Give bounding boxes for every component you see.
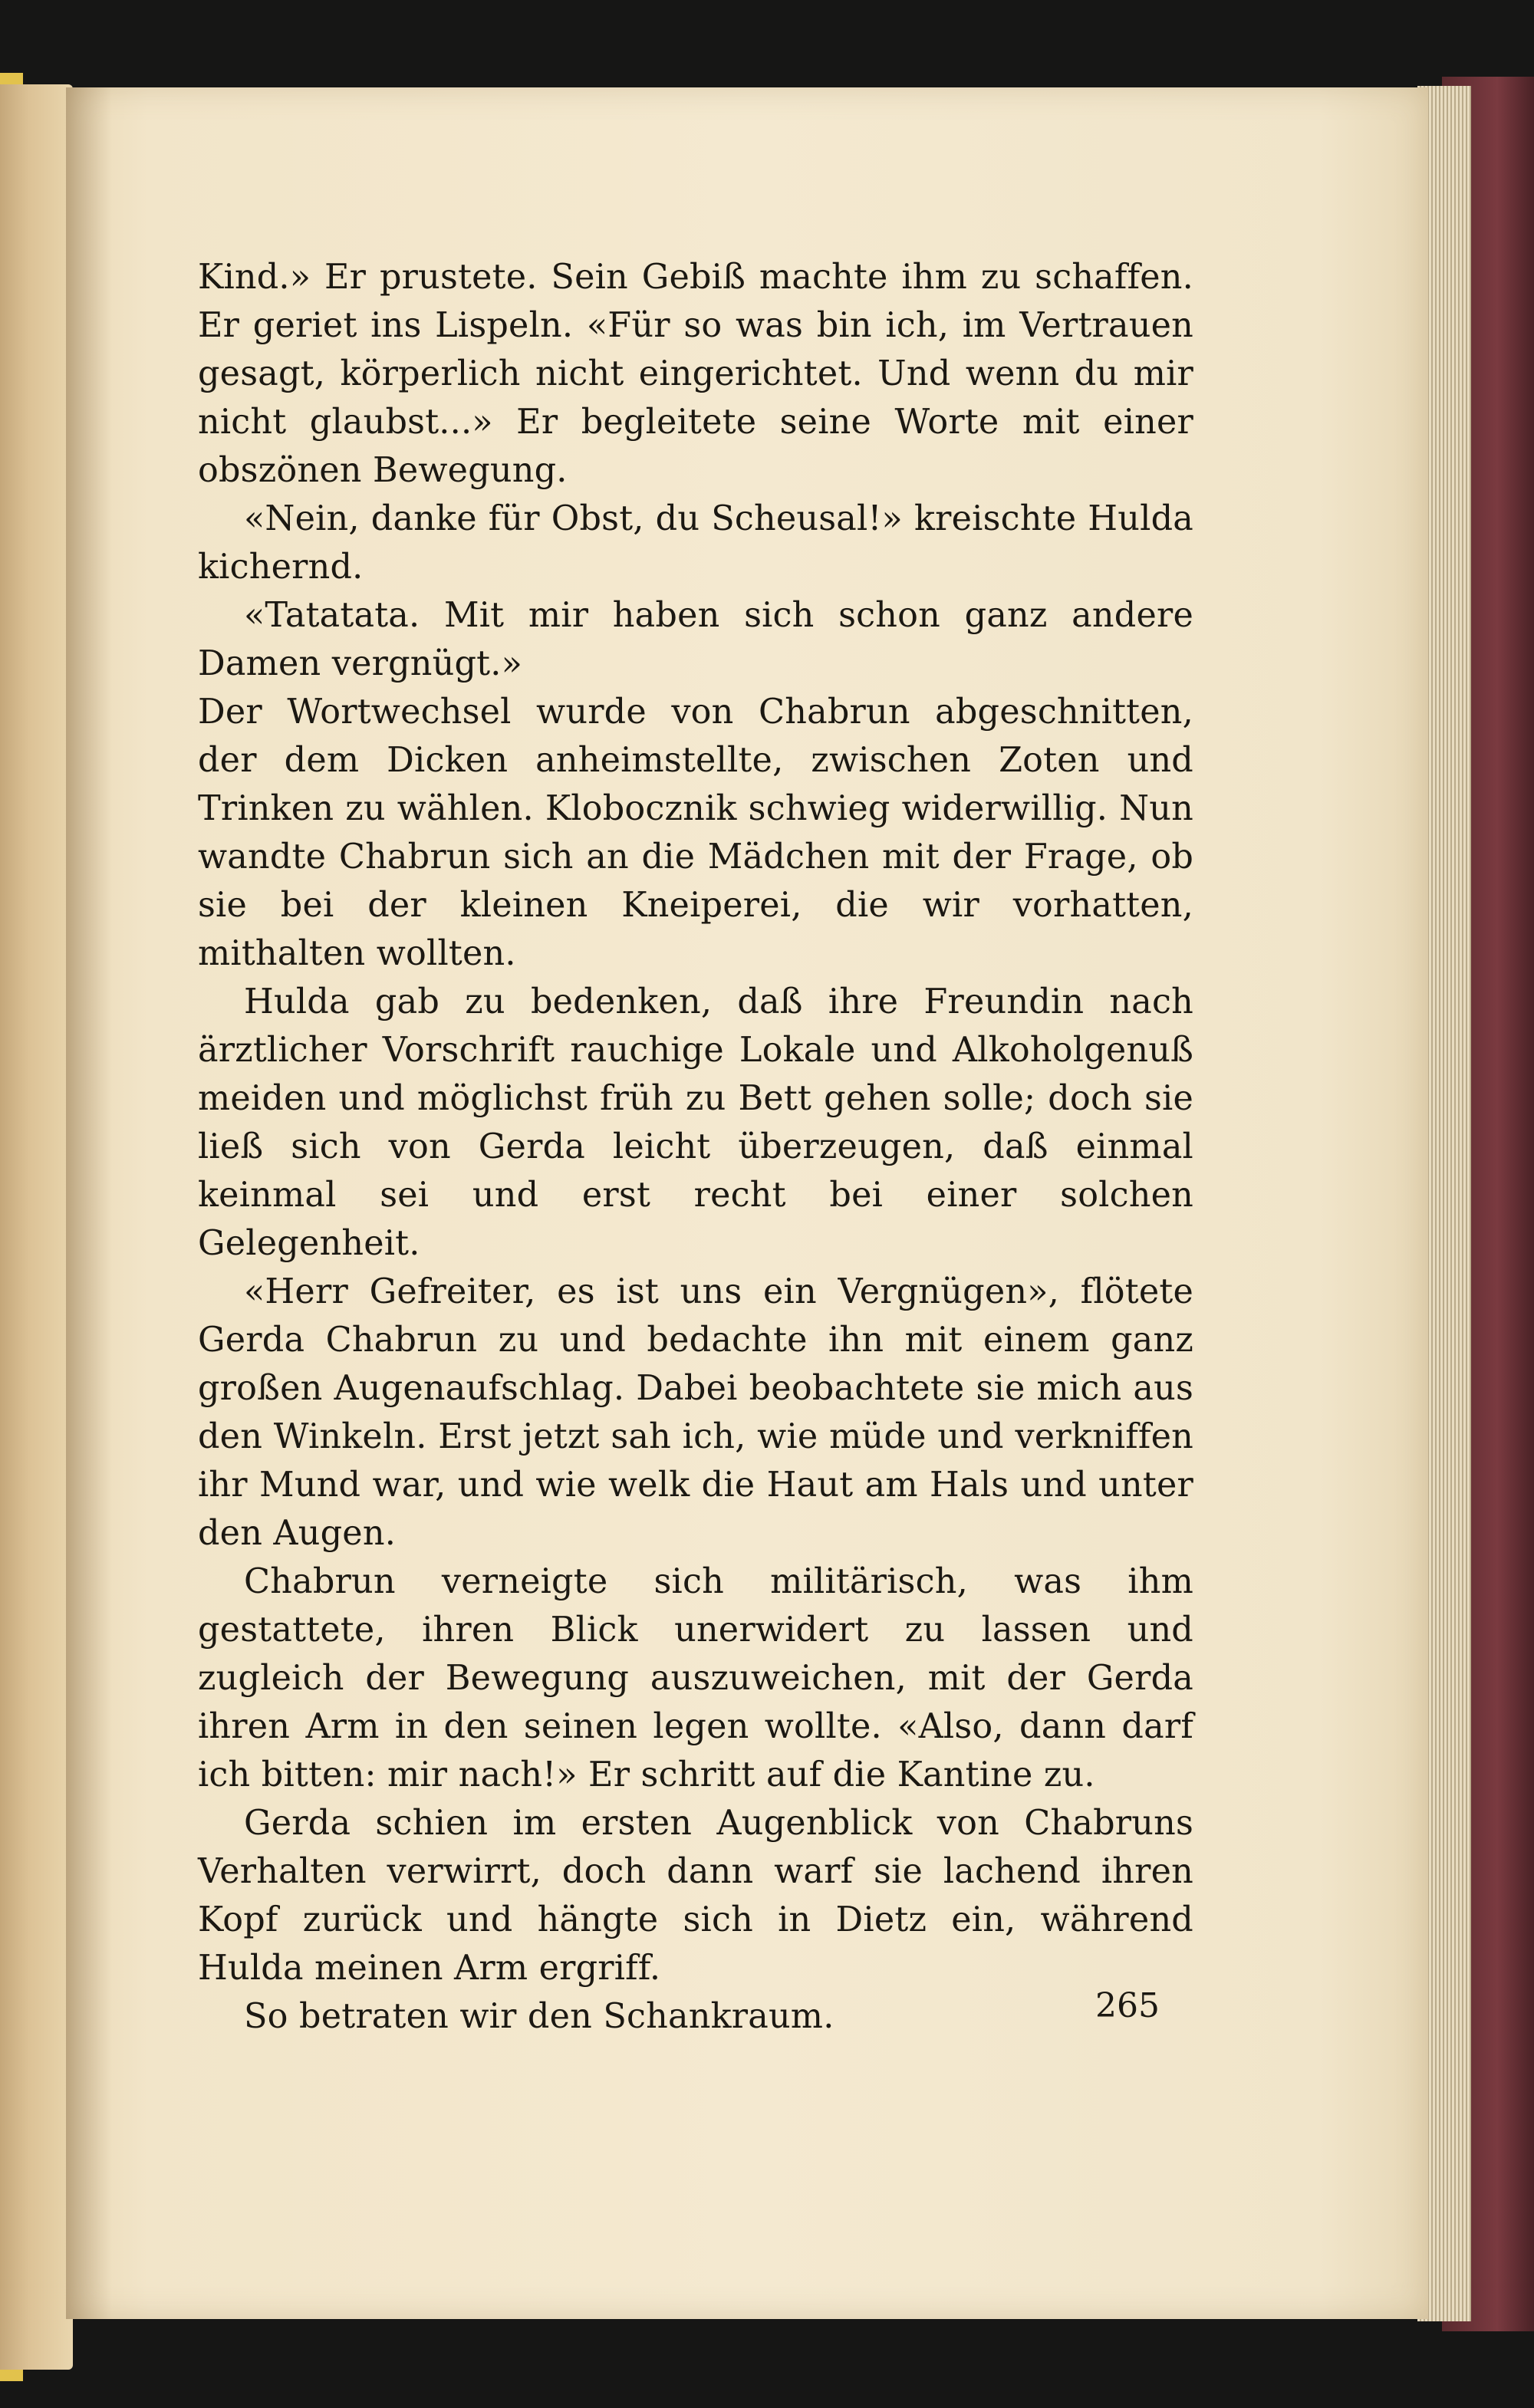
- paragraph: «Tatatata. Mit mir haben sich schon ganz andere Damen vergnügt.»: [198, 596, 1193, 683]
- paragraph: «Nein, danke für Obst, du Scheusal!» kreischte Hulda kichernd.: [198, 499, 1193, 587]
- paragraph: Hulda gab zu bedenken, daß ihre Freundin nach ärztlicher Vorschrift rauchige Lokale und Alkoholgenuß meiden und möglichst früh zu Bett gehen solle; doch sie ließ sich von Gerda leicht überzeugen, daß einmal keinmal sei und erst recht bei einer solchen Gelegenheit.: [198, 982, 1193, 1263]
- paragraph: Gerda schien im ersten Augenblick von Chabruns Verhalten verwirrt, doch dann warf sie lachend ihren Kopf zurück und hängte sich in Dietz ein, während Hulda meinen Arm ergriff.: [198, 1804, 1193, 1988]
- body-text: [198, 253, 1193, 2041]
- gutter-shadow: [66, 87, 112, 2319]
- page-number: 265: [1095, 1986, 1160, 2025]
- paragraph: Chabrun verneigte sich militärisch, was ihm gestattete, ihren Blick unerwidert zu lassen und zugleich der Bewegung auszuweichen, mit der Gerda ihren Arm in den seinen legen wollte. «Also, dann darf ich bitten: mir nach!» Er schritt auf die Kantine zu.: [198, 1562, 1193, 1794]
- paragraph: So betraten wir den Schankraum.: [244, 1997, 834, 2036]
- paragraph: Der Wortwechsel wurde von Chabrun abgeschnitten, der dem Dicken anheimstellte, zwischen Zoten und Trinken zu wählen. Klobocznik schwieg widerwillig. Nun wandte Chabrun sich an die Mädchen mit der Frage, ob sie bei der kleinen Kneiperei, die wir vorhatten, mithalten wollten.: [198, 692, 1193, 973]
- paragraph: Kind.» Er prustete. Sein Gebiß machte ihm zu schaffen. Er geriet ins Lispeln. «Für so was bin ich, im Vertrauen gesagt, körperlich nicht eingerichtet. Und wenn du mir nicht glaubst...» Er begleitete seine Worte mit einer obszönen Bewegung.: [198, 258, 1193, 490]
- facing-page-edge: [0, 84, 73, 2370]
- paragraph: «Herr Gefreiter, es ist uns ein Vergnügen», flötete Gerda Chabrun zu und bedachte ihn mit einem ganz großen Augenaufschlag. Dabei beobachtete sie mich aus den Winkeln. Erst jetzt sah ich, wie müde und verkniffen ihr Mund war, und wie welk die Haut am Hals und unter den Augen.: [198, 1272, 1193, 1553]
